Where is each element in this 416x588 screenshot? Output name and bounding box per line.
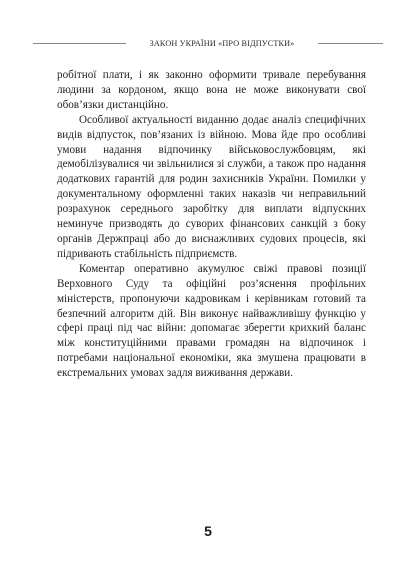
header-rule-right xyxy=(318,43,383,44)
running-header xyxy=(33,38,383,50)
header-rule-left xyxy=(33,43,126,44)
page-number: 5 xyxy=(204,523,212,539)
paragraph-commentary: Коментар оперативно акумулює свіжі правові позиції Верховного Суду та офіційні роз’яснення профільних міністерств, пропонуючи кадровикам і керівникам готовий та безпечний алгоритм дій. Він виконує найважливішу функцію у сфері праці під час війни: допомагає зберегти крихкий баланс між конституційними правами громадян на відпочинок і потребами національної економіки, яка змушена працювати в екстремальних умовах задля виживання держави. xyxy=(57,262,366,380)
running-title: ЗАКОН УКРАЇНИ «ПРО ВІДПУСТКИ» xyxy=(149,39,295,48)
paragraph-continuation: робітної плати, і як законно оформити тривале перебування людини за кордоном, якщо вона не може виконувати свої обов’язки дистанційно. xyxy=(57,69,366,111)
body-text xyxy=(57,68,366,381)
paragraph-war-related-leave: Особливої актуальності виданню додає аналіз специфічних видів відпусток, пов’язаних із війною. Мова йде про особливі умови надання відпочинку військовослужбовцям, які демобілізувалися чи звільнилися зі служби, а також про надання додаткових гарантій для родин захисників України. Помилки у документальному оформленні таких наказів чи неправильний розрахунок середнього заробітку для виплати відпускних неминуче призводять до суворих фінансових санкцій з боку органів Держпраці або до виснажливих судових процесів, які підривають стабільність підприємств. xyxy=(57,113,366,260)
